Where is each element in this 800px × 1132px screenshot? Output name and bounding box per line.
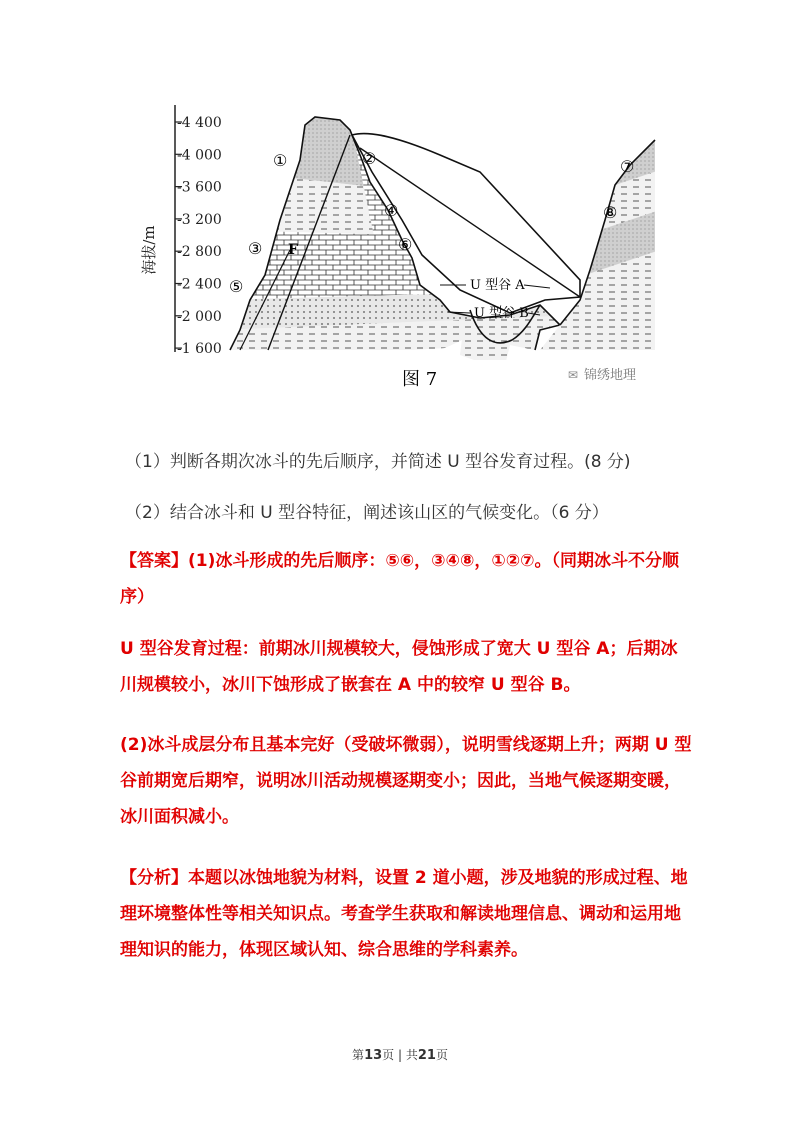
marker-4: ④ <box>384 201 399 220</box>
marker-7: ⑦ <box>620 157 635 176</box>
y-tick-label: -2 800 <box>177 244 222 261</box>
y-axis-label: 海拔/m <box>140 225 158 275</box>
analysis: 【分析】本题以冰蚀地貌为材料，设置 2 道小题，涉及地貌的形成过程、地理环境整体性等相关知识点。考查学生获取和解读地理信息、调动和运用地理知识的能力，体现区域认知、综合思维的学科素养。 <box>120 868 688 960</box>
cross-section-diagram <box>140 100 680 410</box>
marker-2: ② <box>362 149 377 168</box>
current-page: 13 <box>364 1048 383 1063</box>
total-pages: 21 <box>417 1048 436 1063</box>
y-tick-label: -4 400 <box>177 115 222 131</box>
y-tick-label: -3 200 <box>177 211 222 228</box>
watermark: 锦绣地理 <box>584 368 637 383</box>
y-tick-label: -2 400 <box>177 276 222 293</box>
figure-caption: 图 7 <box>402 369 438 390</box>
marker-3: ③ <box>248 239 263 258</box>
fault-letter-f: F <box>288 242 298 258</box>
answer-part-2: (2)冰斗成层分布且基本完好（受破坏微弱），说明雪线逐期上升；两期 U 型谷前期宽后期窄，说明冰川活动规模逐期变小；因此，当地气候逐期变暖，冰川面积减小。 <box>120 735 692 827</box>
y-tick-label: -2 000 <box>177 308 222 325</box>
marker-1: ① <box>273 151 288 170</box>
y-tick-label: -3 600 <box>177 179 222 196</box>
marker-8: ⑧ <box>603 203 618 222</box>
wechat-icon: ✉ <box>568 368 579 382</box>
page-footer: 第13页 | 共21页 <box>352 1048 448 1063</box>
answer-u-valley: U 型谷发育过程：前期冰川规模较大，侵蚀形成了宽大 U 型谷 A；后期冰川规模较小，冰川下蚀形成了嵌套在 A 中的较窄 U 型谷 B。 <box>120 639 678 695</box>
marker-5: ⑤ <box>229 277 244 296</box>
answer-part-1: 【答案】(1)冰斗形成的先后顺序：⑤⑥，③④⑧，①②⑦。（同期冰斗不分顺序） <box>120 551 680 607</box>
question-1: （1）判断各期次冰斗的先后顺序，并简述 U 型谷发育过程。(8 分) <box>125 452 631 472</box>
label-u-valley-a: U 型谷 A <box>470 278 525 293</box>
label-u-valley-b: U 型谷 B <box>474 306 529 321</box>
y-tick-label: -4 000 <box>177 147 222 164</box>
glacial-valley-figure <box>140 100 680 410</box>
y-tick-label: -1 600 <box>177 341 222 358</box>
marker-6: ⑥ <box>398 235 413 254</box>
question-2: （2）结合冰斗和 U 型谷特征，阐述该山区的气候变化。（6 分） <box>125 503 609 523</box>
